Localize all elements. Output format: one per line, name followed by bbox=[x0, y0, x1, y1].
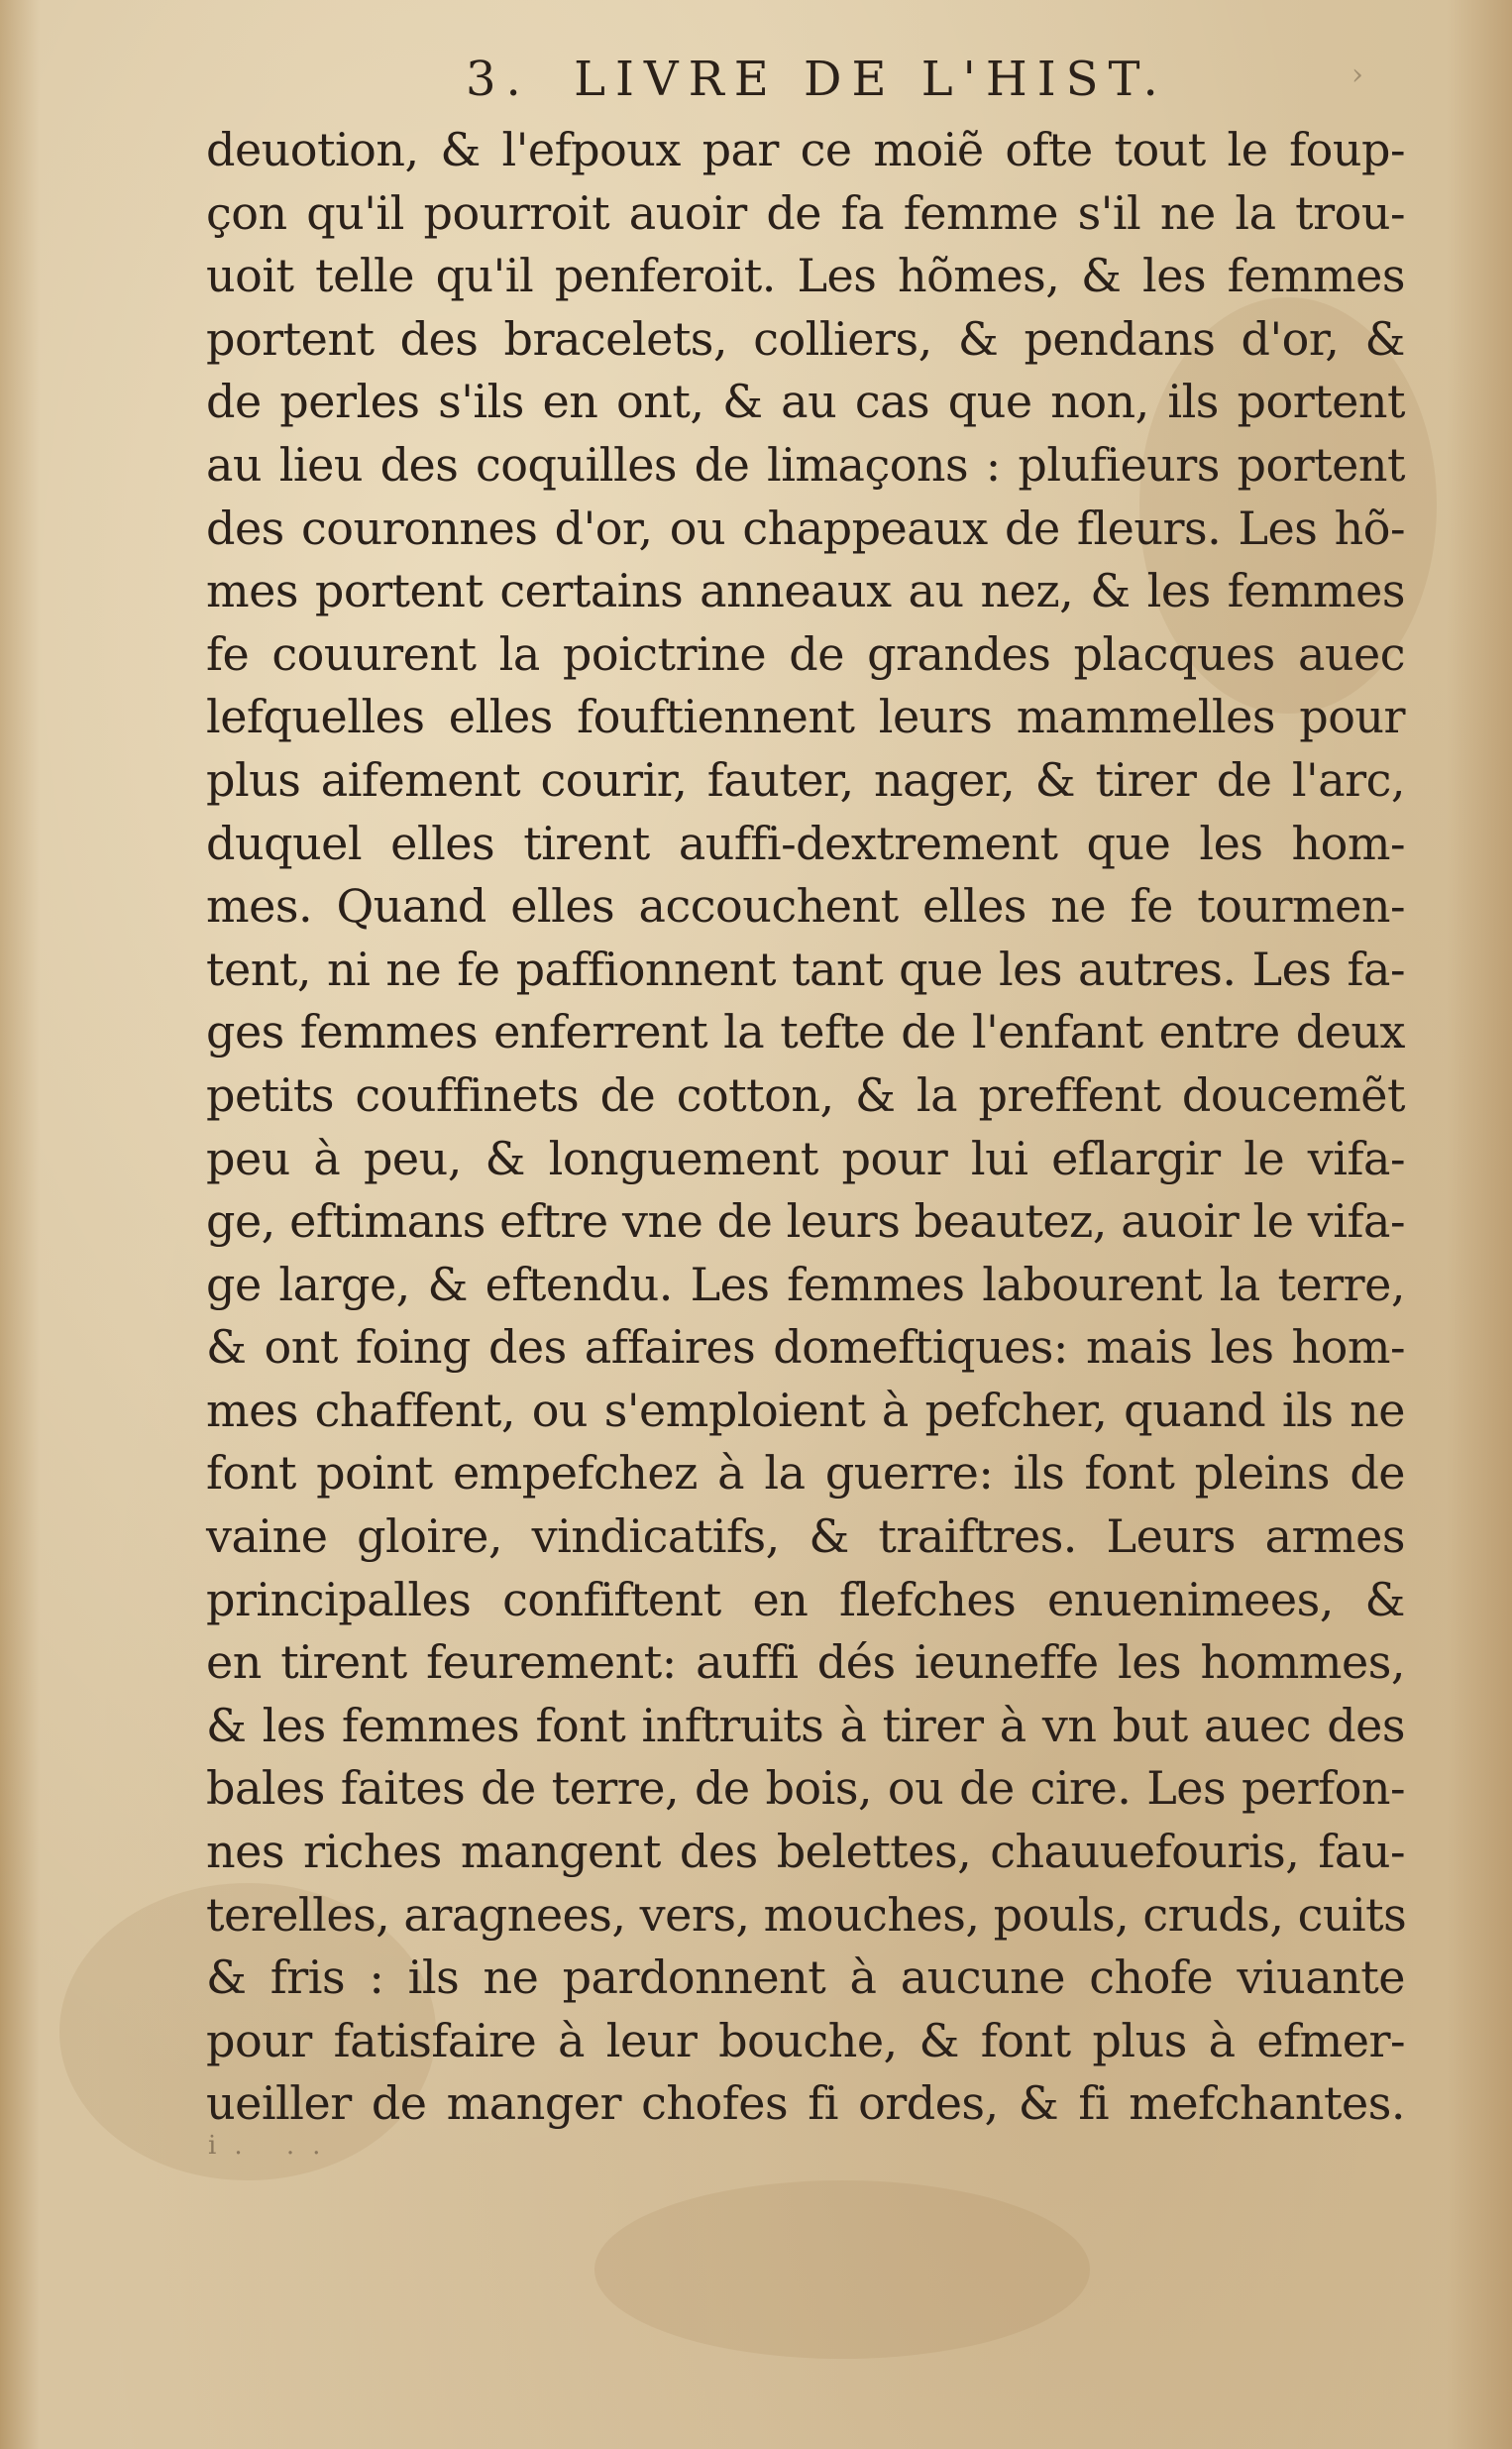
text-line: uoit telle qu'il penferoit. Les hõmes, & les femmes bbox=[206, 249, 1405, 303]
text-line: fe couurent la poictrine de grandes placques auec bbox=[206, 626, 1405, 681]
running-header bbox=[466, 52, 1168, 121]
text-line: mes. Quand elles accouchent elles ne fe tourmen- bbox=[206, 879, 1405, 934]
corner-mark: › bbox=[1351, 57, 1363, 92]
paper-stain bbox=[594, 2180, 1090, 2359]
text-line: mes chaffent, ou s'emploient à pefcher, quand ils ne bbox=[206, 1383, 1405, 1437]
text-line: des couronnes d'or, ou chappeaux de fleurs. Les hõ- bbox=[206, 501, 1405, 555]
text-line: deuotion, & l'efpoux par ce moiẽ ofte tout le foup- bbox=[206, 123, 1405, 176]
text-line: nes riches mangent des belettes, chauuefouris, fau- bbox=[206, 1825, 1405, 1879]
text-line: vaine gloire, vindicatifs, & traiftres. Leurs armes bbox=[206, 1509, 1405, 1564]
text-line: & fris : ils ne pardonnent à aucune chofe viuante bbox=[206, 1950, 1405, 2005]
text-line: pour fatisfaire à leur bouche, & font plus à efmer- bbox=[206, 2013, 1405, 2067]
text-line: au lieu des coquilles de limaçons : plufieurs portent bbox=[206, 437, 1405, 492]
text-line: terelles, aragnees, vers, mouches, pouls, cruds, cuits bbox=[206, 1887, 1407, 1942]
text-line: mes portent certains anneaux au nez, & les femmes bbox=[206, 564, 1405, 618]
text-line: principalles confiftent en flefches enuenimees, & bbox=[206, 1572, 1405, 1626]
text-line: & ont foing des affaires domeftiques: mais les hom- bbox=[206, 1320, 1405, 1375]
text-line: ge, eftimans eftre vne de leurs beautez, auoir le vifa- bbox=[206, 1194, 1405, 1249]
text-line: bales faites de terre, de bois, ou de cire. Les perfon- bbox=[206, 1761, 1405, 1816]
folio-number: 3. bbox=[466, 52, 531, 107]
text-line: ueiller de manger chofes fi ordes, & fi mefchantes. bbox=[206, 2076, 1405, 2131]
running-title: LIVRE DE L'HIST. bbox=[574, 52, 1168, 107]
text-line: & les femmes font inftruits à tirer à vn but auec des bbox=[206, 1698, 1405, 1752]
text-line: portent des bracelets, colliers, & pendans d'or, & bbox=[206, 311, 1405, 366]
text-line: duquel elles tirent auffi-dextrement que les hom- bbox=[206, 816, 1405, 870]
text-line: en tirent feurement: auffi dés ieuneffe les hommes, bbox=[206, 1635, 1405, 1690]
text-line: font point empefchez à la guerre: ils font pleins de bbox=[206, 1446, 1405, 1501]
text-line: peu à peu, & longuement pour lui eflargir le vifa- bbox=[206, 1131, 1405, 1185]
catchword: i. .. bbox=[208, 2131, 339, 2161]
text-line: çon qu'il pourroit auoir de fa femme s'il ne la trou- bbox=[206, 185, 1405, 240]
text-line: tent, ni ne fe paffionnent tant que les autres. Les fa- bbox=[206, 942, 1405, 996]
body-text bbox=[206, 119, 1405, 2136]
text-line: lefquelles elles fouftiennent leurs mammelles pour bbox=[206, 690, 1405, 744]
text-line: plus aifement courir, fauter, nager, & tirer de l'arc, bbox=[206, 752, 1405, 807]
text-line: petits couffinets de cotton, & la preffent doucemẽt bbox=[206, 1067, 1405, 1122]
text-line: ge large, & eftendu. Les femmes labourent la terre, bbox=[206, 1257, 1405, 1311]
text-line: ges femmes enferrent la tefte de l'enfant entre deux bbox=[206, 1005, 1405, 1059]
text-line: de perles s'ils en ont, & au cas que non, ils portent bbox=[206, 375, 1405, 429]
